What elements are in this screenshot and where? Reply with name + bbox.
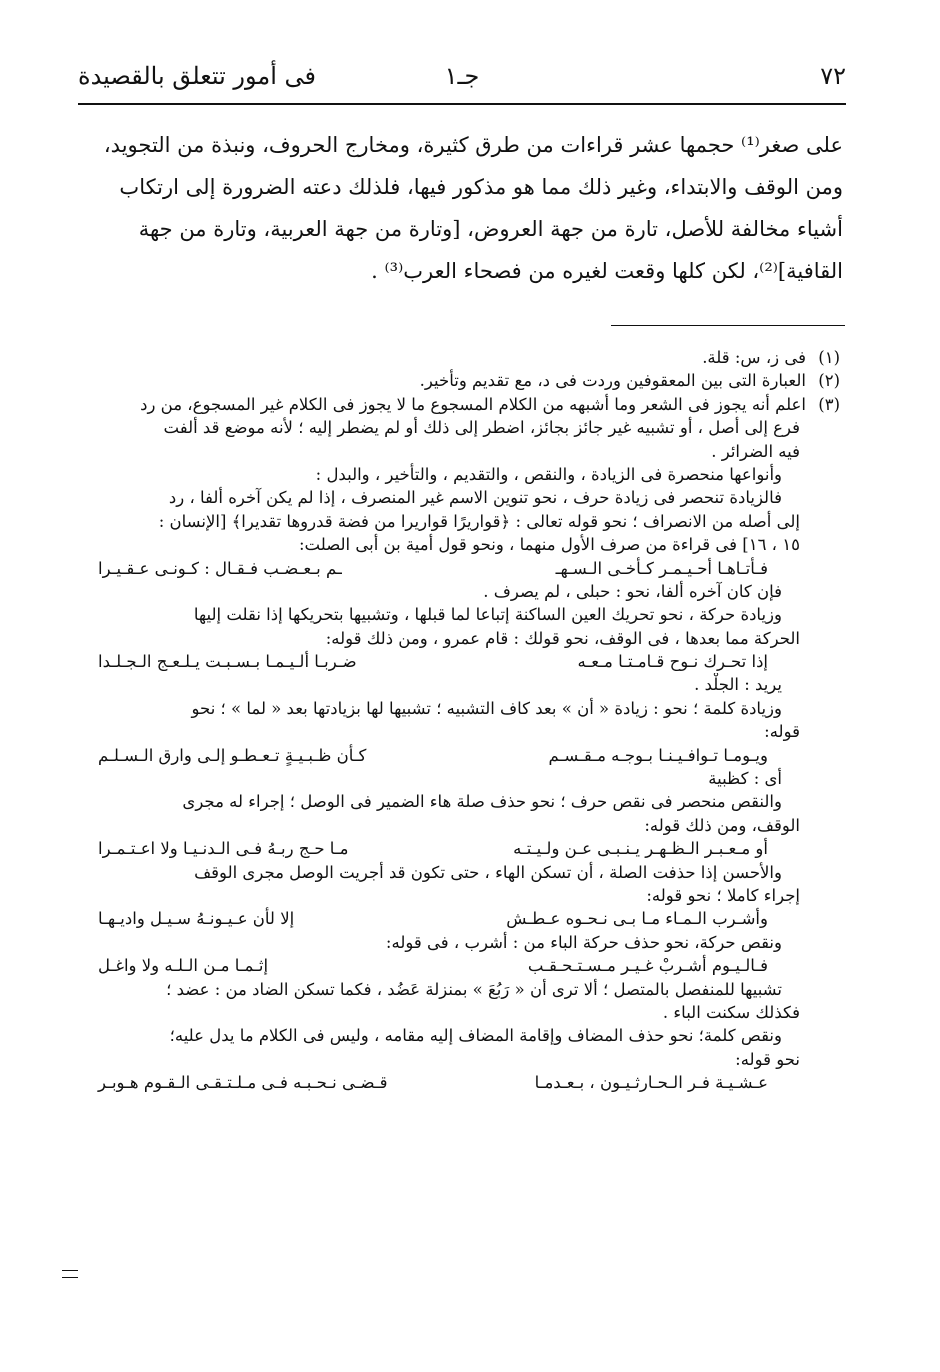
verse-line <box>88 907 840 930</box>
verse-line <box>88 650 840 673</box>
verse-line <box>88 1071 840 1094</box>
verse-second-hemistich: ضـربـا ألـيـمـا بـسـبـت يـلـعـج الـجـلـدا <box>98 652 357 672</box>
verse-second-hemistich: إلا لأن عـيـونـهُ سـيـل واديـهـا <box>98 909 295 929</box>
prose-line: وزيادة كلمة ؛ نحو : زيادة « أن » بعد كاف التشبيه ؛ تشبيها لها بزيادتها بعد « لما » ؛ نحو <box>191 698 782 718</box>
footnote-1 <box>88 346 840 369</box>
verse-first-hemistich: إذا تحـرك نـوح قـامـتـا مـعـه <box>577 652 768 672</box>
footnote-line: فيه الضرائر . <box>711 441 800 461</box>
footnote-3 <box>88 393 840 416</box>
footnote-line: وأنواعها منحصرة فى الزيادة ، والنقص ، والتقديم ، والتأخير ، والبدل : <box>315 464 782 484</box>
footnote-number: (٢) <box>818 371 840 391</box>
footnotes <box>88 346 840 1095</box>
prose-line: قوله: <box>764 722 800 742</box>
prose-line: إجراء كاملا ؛ نحو قوله: <box>646 885 800 905</box>
footnote-text: فى ز، س: قلة. <box>702 348 806 367</box>
main-text-line: القافية]⁽²⁾، لكن كلها وقعت لغيره من فصحاء العرب⁽³⁾ . <box>371 259 843 283</box>
verse-first-hemistich: عـشـيـة فـر الـحـارثـيـون ، بـعـدمـا <box>534 1073 768 1093</box>
prose-line: تشبيها للمنفصل بالمتصل ؛ ألا ترى أن « رَبُعَ » بمنزلة عَضُد ، فكما تسكن الضاد من : عضد ؛ <box>166 979 782 999</box>
verse-line <box>88 837 840 860</box>
main-text-line: على صغر⁽¹⁾ حجمها عشر قراءات من طرق كثيرة، ومخارج الحروف، ونبذة من التجويد، <box>103 133 843 157</box>
prose-line: فكذلك سكنت الباء . <box>662 1002 800 1022</box>
main-text-line: ومن الوقف والابتداء، وغير ذلك مما هو مذكور فيها، فلذلك دعته الضرورة إلى ارتكاب <box>119 175 843 199</box>
prose-line: وزيادة حركة ، نحو تحريك العين الساكنة إتباعا لما قبلها ، وتشبيها بتحريكها إذا نقلت إليها <box>193 605 782 625</box>
verse-second-hemistich: كـأن ظـبـيـةٍ تـعـطـو إلـى وارق الـسـلـم <box>98 745 367 765</box>
footnote-2 <box>88 369 840 392</box>
verse-line <box>88 744 840 767</box>
footnote-text: اعلم أنه يجوز فى الشعر وما أشبهه من الكلام المسجوع ما لا يجوز فى الكلام غير المسجوع، من رد <box>140 394 806 414</box>
footnote-number: (٣) <box>818 394 840 414</box>
prose-line: الوقف، ومن ذلك قوله: <box>644 815 800 835</box>
prose-line: ونقص حركة، نحو حذف حركة الباء من : أشرب ، فى قوله: <box>385 932 782 952</box>
running-title: فى أمور تتعلق بالقصيدة <box>78 62 317 90</box>
footnote-line: إلى أصله من الانصراف ؛ نحو قوله تعالى : ﴿قواريرًا قواريرا من فضة قدروها تقديرا﴾ [الإنسان : <box>158 511 800 531</box>
header-divider <box>78 103 846 105</box>
prose-line: يريد : الجلْد . <box>694 675 782 695</box>
footnote-divider <box>611 325 845 326</box>
main-text-line: أشياء مخالفة للأصل، تارة من جهة العروض، [وتارة من جهة العربية، وتارة من جهة <box>138 217 843 241</box>
footnote-line: ١٥ ، ١٦] فى قراءة من صرف الأول منهما ، ونحو قول أمية بن أبى الصلت: <box>298 535 800 555</box>
footnote-text: العبارة التى بين المعقوفين وردت فى د، مع تقديم وتأخير. <box>419 371 806 391</box>
footnote-line: فالزيادة تنحصر فى زيادة حرف ، نحو تنوين الاسم غير المنصرف ، إذا لم يكن آخره ألفا ، رد <box>168 488 782 508</box>
prose-line: ونقص كلمة؛ نحو حذف المضاف وإقامة المضاف إليه مقامه ، وليس فى الكلام ما يدل عليه؛ <box>169 1026 782 1046</box>
verse-second-hemistich: مـا حـج ربـهُ فـى الـدنـيـا ولا اعـتـمـرا <box>98 839 349 859</box>
page-header <box>78 60 846 100</box>
verse-first-hemistich: أو مـعـبـر الـظـهـر يـنـبـى عـن ولـيـتـه <box>513 839 768 859</box>
prose-line: والأحسن إذا حذفت الصلة ، أن تسكن الهاء ، حتى تكون قد أجريت الوصل مجرى الوقف <box>194 862 782 882</box>
margin-mark <box>62 1270 78 1278</box>
page-number: ٧٢ <box>820 62 846 90</box>
footnote-number: (١) <box>818 348 840 367</box>
verse-line <box>88 954 840 977</box>
prose-line: نحو قوله: <box>735 1049 800 1069</box>
prose-line: والنقص منحصر فى نقص حرف ؛ نحو حذف صلة هاء الضمير فى الوصل ؛ إجراء له مجرى <box>182 792 782 812</box>
footnote-line: فرع إلى أصل ، أو تشبيه غير جائز بجائز، اضطر إلى ذلك أو لم يضطر إليه ؛ لأنه موضع قد ألفت <box>163 418 800 438</box>
main-text <box>98 124 843 292</box>
prose-line: أى : كظبية <box>708 769 782 789</box>
volume-label: جـ١ <box>444 62 480 90</box>
verse-first-hemistich: ويـومـا تـوافـيـنـا بـوجـه مـقـسـم <box>548 745 768 765</box>
verse-second-hemistich: إثـمـا مـن الـلـه ولا واغـل <box>98 956 269 976</box>
verse-first-hemistich: وأشـرب الـمـاء مـا بـى نـحـوه عـطـش <box>506 909 768 929</box>
verse-first-hemistich: فـأتـاهـا أحـيـمـر كـأخـى الـسـهـ <box>555 558 768 578</box>
verse-second-hemistich: ـم بـعـضـب فـقـال : كـونـى عـقـيـرا <box>98 558 342 578</box>
verse-first-hemistich: فـالـيـوم أشـربْ غـيـر مـسـتـحـقـب <box>527 956 768 976</box>
prose-line: فإن كان آخره ألفا، نحو : حبلى ، لم يصرف . <box>483 581 782 601</box>
verse-line <box>88 557 840 580</box>
prose-line: الحركة مما بعدها ، فى الوقف، نحو قولك : قام عمرو ، ومن ذلك قوله: <box>325 628 800 648</box>
verse-second-hemistich: قـضـى نـحـبـه فـى مـلـتـقـى الـقـوم هـوبـر <box>98 1073 388 1093</box>
